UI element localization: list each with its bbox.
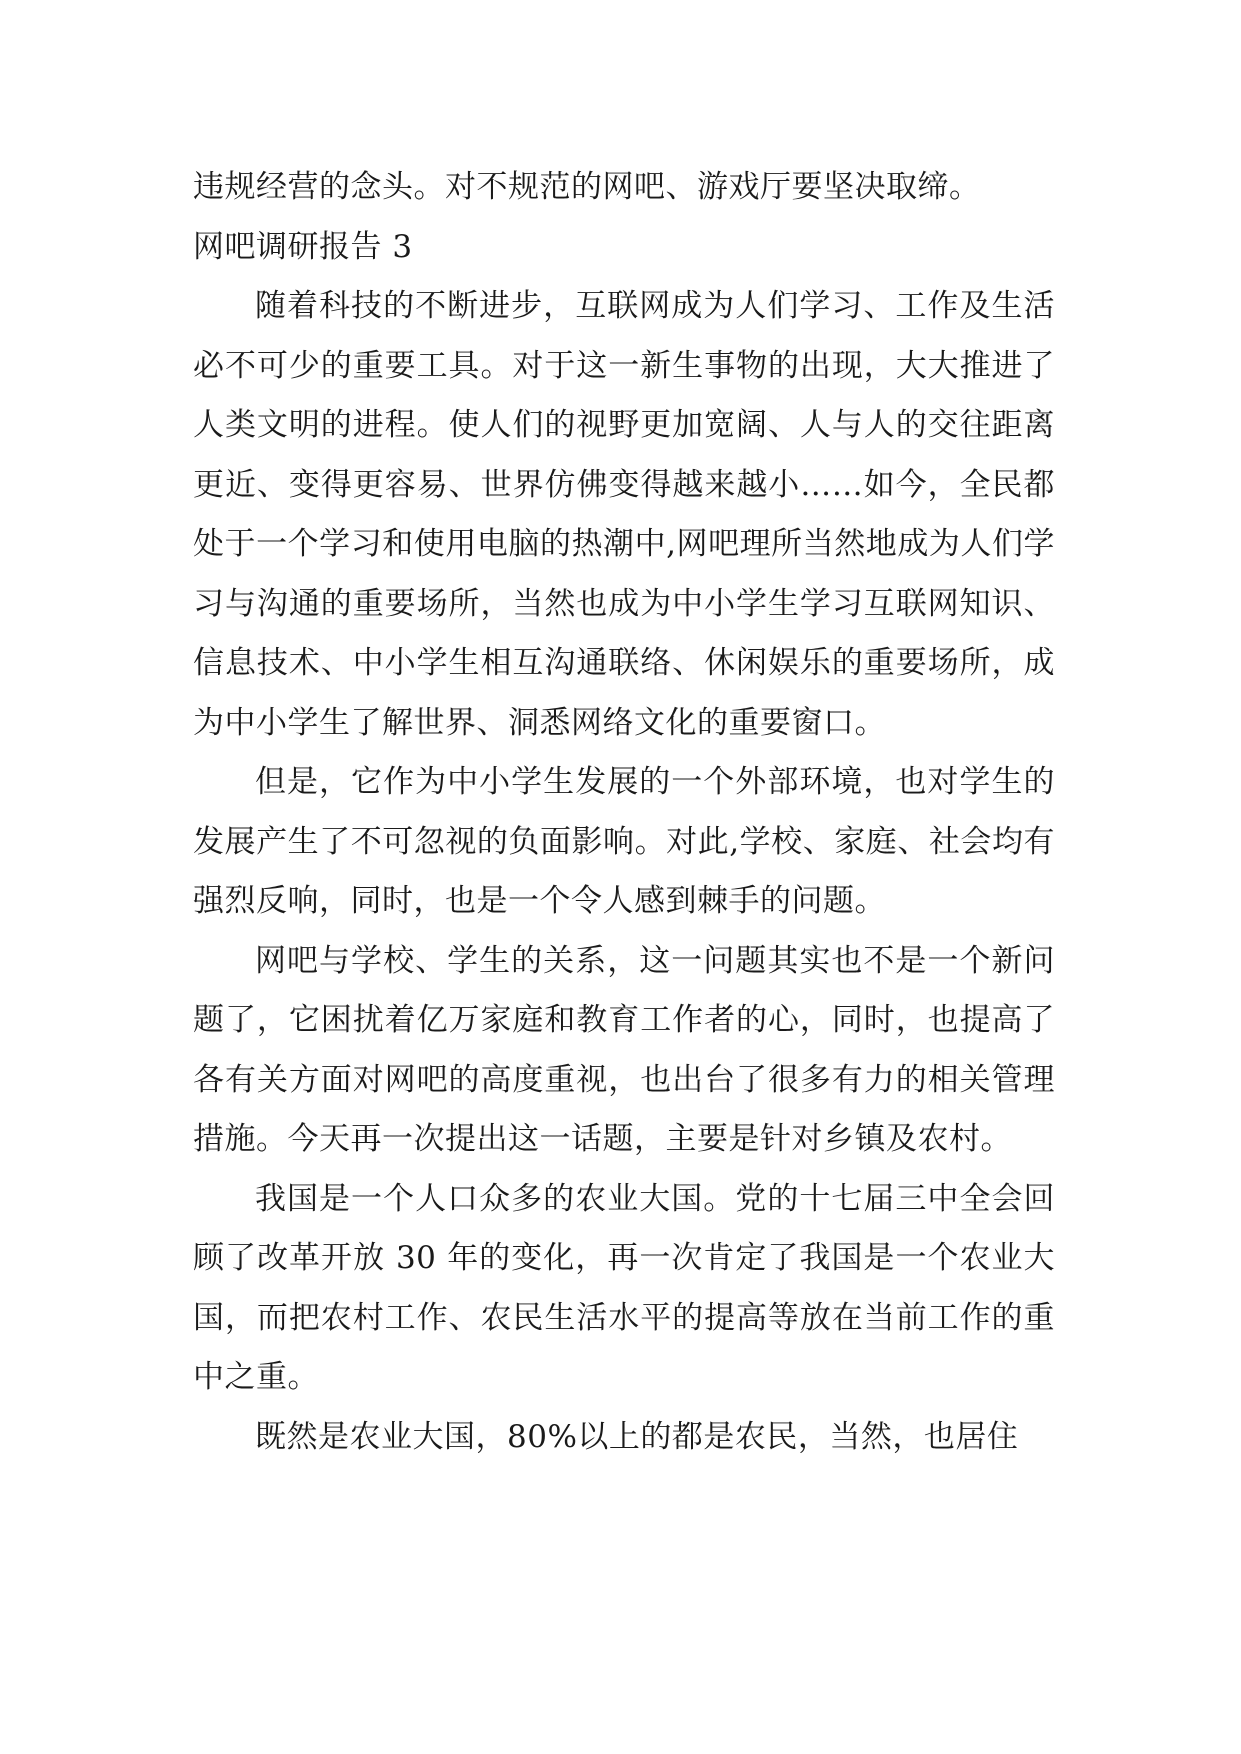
paragraph: 既然是农业大国，80%以上的都是农民，当然，也居住	[255, 1418, 1019, 1455]
section-heading: 网吧调研报告 3	[193, 228, 413, 265]
paragraph: 随着科技的不断进步，互联网成为人们学习、工作及生活必不可少的重要工具。对于这一新生事物的出现，大大推进了人类文明的进程。使人们的视野更加宽阔、人与人的交往距离更近、变得更容易、世界仿佛变得越来越小……如今，全民都处于一个学习和使用电脑的热潮中,网吧理所当然地成为人们学习与沟通的重要场所，当然也成为中小学生学习互联网知识、信息技术、中小学生相互沟通联络、休闲娱乐的重要场所，成为中小学生了解世界、洞悉网络文化的重要窗口。	[193, 288, 1055, 741]
paragraph: 但是，它作为中小学生发展的一个外部环境，也对学生的发展产生了不可忽视的负面影响。对此,学校、家庭、社会均有强烈反响，同时，也是一个令人感到棘手的问题。	[193, 764, 1055, 919]
paragraph-continuation: 违规经营的念头。对不规范的网吧、游戏厅要坚决取缔。	[193, 169, 981, 205]
paragraph: 我国是一个人口众多的农业大国。党的十七届三中全会回顾了改革开放 30 年的变化，再一次肯定了我国是一个农业大国，而把农村工作、农民生活水平的提高等放在当前工作的重中之重。	[193, 1180, 1055, 1395]
paragraph: 网吧与学校、学生的关系，这一问题其实也不是一个新问题了，它困扰着亿万家庭和教育工作者的心，同时，也提高了各有关方面对网吧的高度重视，也出台了很多有力的相关管理措施。今天再一次提出这一话题，主要是针对乡镇及农村。	[193, 942, 1055, 1157]
document-body	[193, 158, 1055, 1467]
